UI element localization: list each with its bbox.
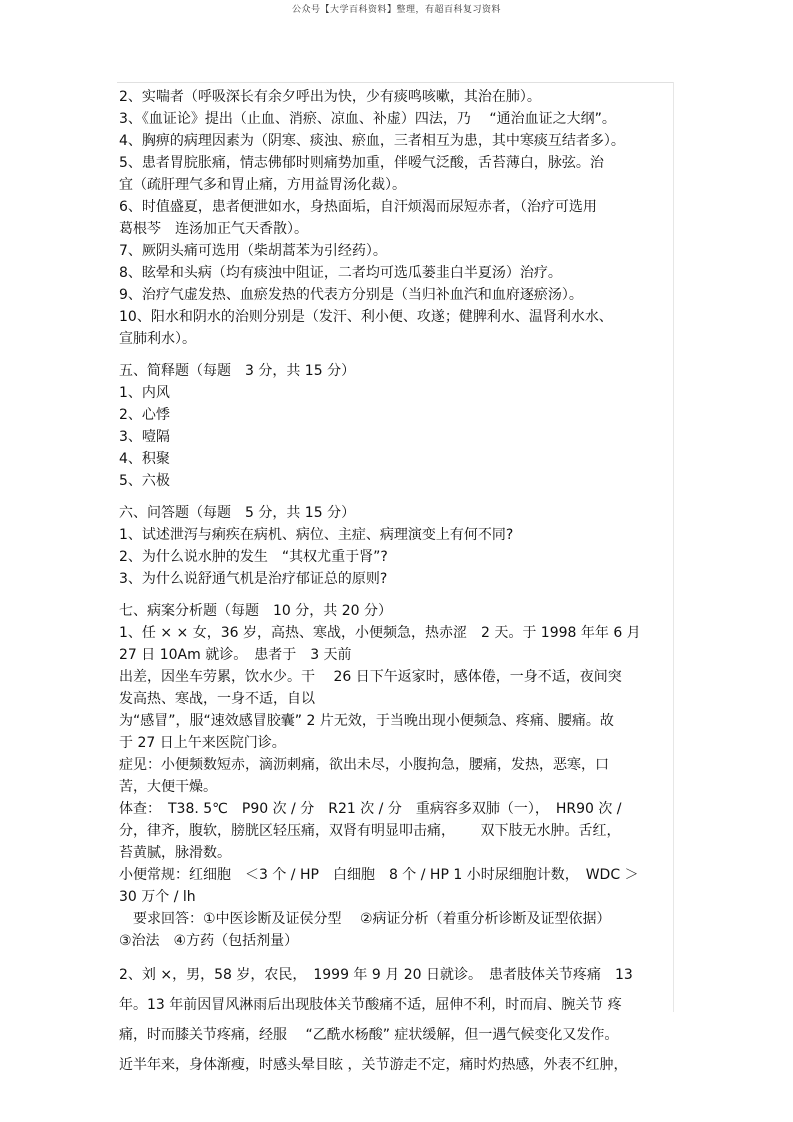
page-header: 公众号【大学百科资料】整理，有超百科复习资料: [291, 5, 501, 15]
list-item: 3、为什么说舒通气机是治疗郁证总的原则?: [119, 571, 388, 587]
list-item: 1、内风: [119, 385, 170, 401]
case-line: 30 万个 / lh: [119, 889, 196, 905]
list-item: 1、试述泄泻与痢疾在病机、病位、主症、病理演变上有何不同?: [119, 527, 514, 543]
right-rule: [673, 82, 674, 1012]
document-body: [119, 86, 671, 1080]
list-item: 3、噎隔: [119, 429, 170, 445]
section-7: [119, 600, 671, 1080]
section-6: [119, 502, 671, 590]
fill-item: 葛根芩 连汤加正气天香散）。: [119, 221, 308, 237]
fill-item: 4、胸痹的病理因素为（阴寒、痰浊、瘀血，三者相互为患，其中寒痰互结者多）。: [119, 133, 625, 149]
case-line: 出差，因坐车劳累，饮水少。干 26 日下午返家时，感体倦，一身不适，夜间突: [119, 669, 622, 685]
fill-item: 10、阳水和阴水的治则分别是（发汗、利小便、攻遂；健脾利水、温肾利水水、: [119, 309, 613, 325]
case-line: 症见：小便频数短赤，滴沥刺痛，欲出未尽，小腹拘急，腰痛，发热，恶寒，口: [119, 757, 609, 773]
case-line: 近半年来，身体渐瘦，时感头晕目眩 ，关节游走不定，痛时灼热感，外表不红肿，: [119, 1057, 628, 1073]
fill-item: 6、时值盛夏，患者便泄如水，身热面垢，自汗烦渴而尿短赤者，（治疗可选用: [119, 199, 597, 215]
case-line: 于 27 日上午来医院门诊。: [119, 735, 286, 751]
case-line: 年。13 年前因冒风淋雨后出现肢体关节酸痛不适，屈伸不利，时而肩、腕关节 疼: [119, 997, 622, 1013]
fill-item: 9、治疗气虚发热、血瘀发热的代表方分别是（当归补血汽和血府逐瘀汤）。: [119, 287, 583, 303]
case-line: 27 日 10Am 就诊。 患者于 3 天前: [119, 647, 352, 663]
case-1: [119, 622, 671, 952]
fill-item: 3、《血证论》提出（止血、消瘀、凉血、补虚）四法，乃 “通治血证之大纲”。: [119, 111, 616, 127]
fill-in-section: [119, 86, 671, 350]
section-title: 六、问答题（每题 5 分，共 15 分）: [119, 505, 356, 521]
list-item: 2、心悸: [119, 407, 170, 423]
fill-item: 宜（疏肝理气多和胃止痛，方用益胃汤化裁）。: [119, 177, 406, 193]
case-line: 体查： T38. 5℃ P90 次 / 分 R21 次 / 分 重病容多双肺（一）， HR90 次 /: [119, 801, 622, 817]
case-line: 2、刘 ×，男，58 岁，农民， 1999 年 9 月 20 日就诊。 患者肢体关节疼痛 13: [119, 967, 633, 983]
case-line: 苦，大便干燥。: [119, 779, 217, 795]
list-item: 2、为什么说水肿的发生 “其权尤重于肾”?: [119, 549, 388, 565]
case-line: 要求回答：①中医诊断及证侯分型 ②病证分析（着重分析诊断及证型依据）: [119, 911, 611, 927]
top-rule: [117, 82, 673, 83]
fill-item: 8、眩晕和头病（均有痰浊中阻证，二者均可选瓜蒌韭白半夏汤）治疗。: [119, 265, 562, 281]
section-5: [119, 360, 671, 492]
fill-item: 宣肺利水）。: [119, 331, 196, 347]
section-title: 七、病案分析题（每题 10 分，共 20 分）: [119, 603, 392, 619]
list-item: 5、六极: [119, 473, 170, 489]
fill-item: 5、患者胃脘胀痛，情志佛郁时则痛势加重，伴嗳气泛酸，舌苔薄白，脉弦。治: [119, 155, 604, 171]
fill-item: 7、厥阴头痛可选用（柴胡蒿苯为引经药）。: [119, 243, 387, 259]
section-title: 五、简释题（每题 3 分，共 15 分）: [119, 363, 356, 379]
case-line: 小便常规：红细胞 ＜3 个 / HP 白细胞 8 个 / HP 1 小时尿细胞计数， WDC ＞: [119, 867, 639, 883]
case-2: [119, 960, 671, 1080]
case-line: 分，律齐，腹软，膀胱区轻压痛，双肾有明显叩击痛， 双下肢无水肿。舌红，: [119, 823, 621, 839]
case-line: 发高热、寒战，一身不适，自以: [119, 691, 315, 707]
case-line: 1、任 × × 女，36 岁，高热、寒战，小便频急，热赤涩 2 天。于 1998 年年 6 月: [119, 625, 641, 641]
case-line: ③治法 ④方药（包括剂量）: [119, 933, 299, 949]
fill-item: 2、实喘者（呼吸深长有余夕呼出为快，少有痰鸣咳嗽，其治在肺）。: [119, 89, 541, 105]
case-line: 苔黄腻，脉滑数。: [119, 845, 231, 861]
list-item: 4、积聚: [119, 451, 170, 467]
case-line: 痛，时而膝关节疼痛，经服 “乙酰水杨酸” 症状缓解，但一遇气候变化又发作。: [119, 1027, 619, 1043]
case-line: 为“感冒”，服“速效感冒胶囊” 2 片无效，于当晚出现小便频急、疼痛、腰痛。故: [119, 713, 614, 729]
